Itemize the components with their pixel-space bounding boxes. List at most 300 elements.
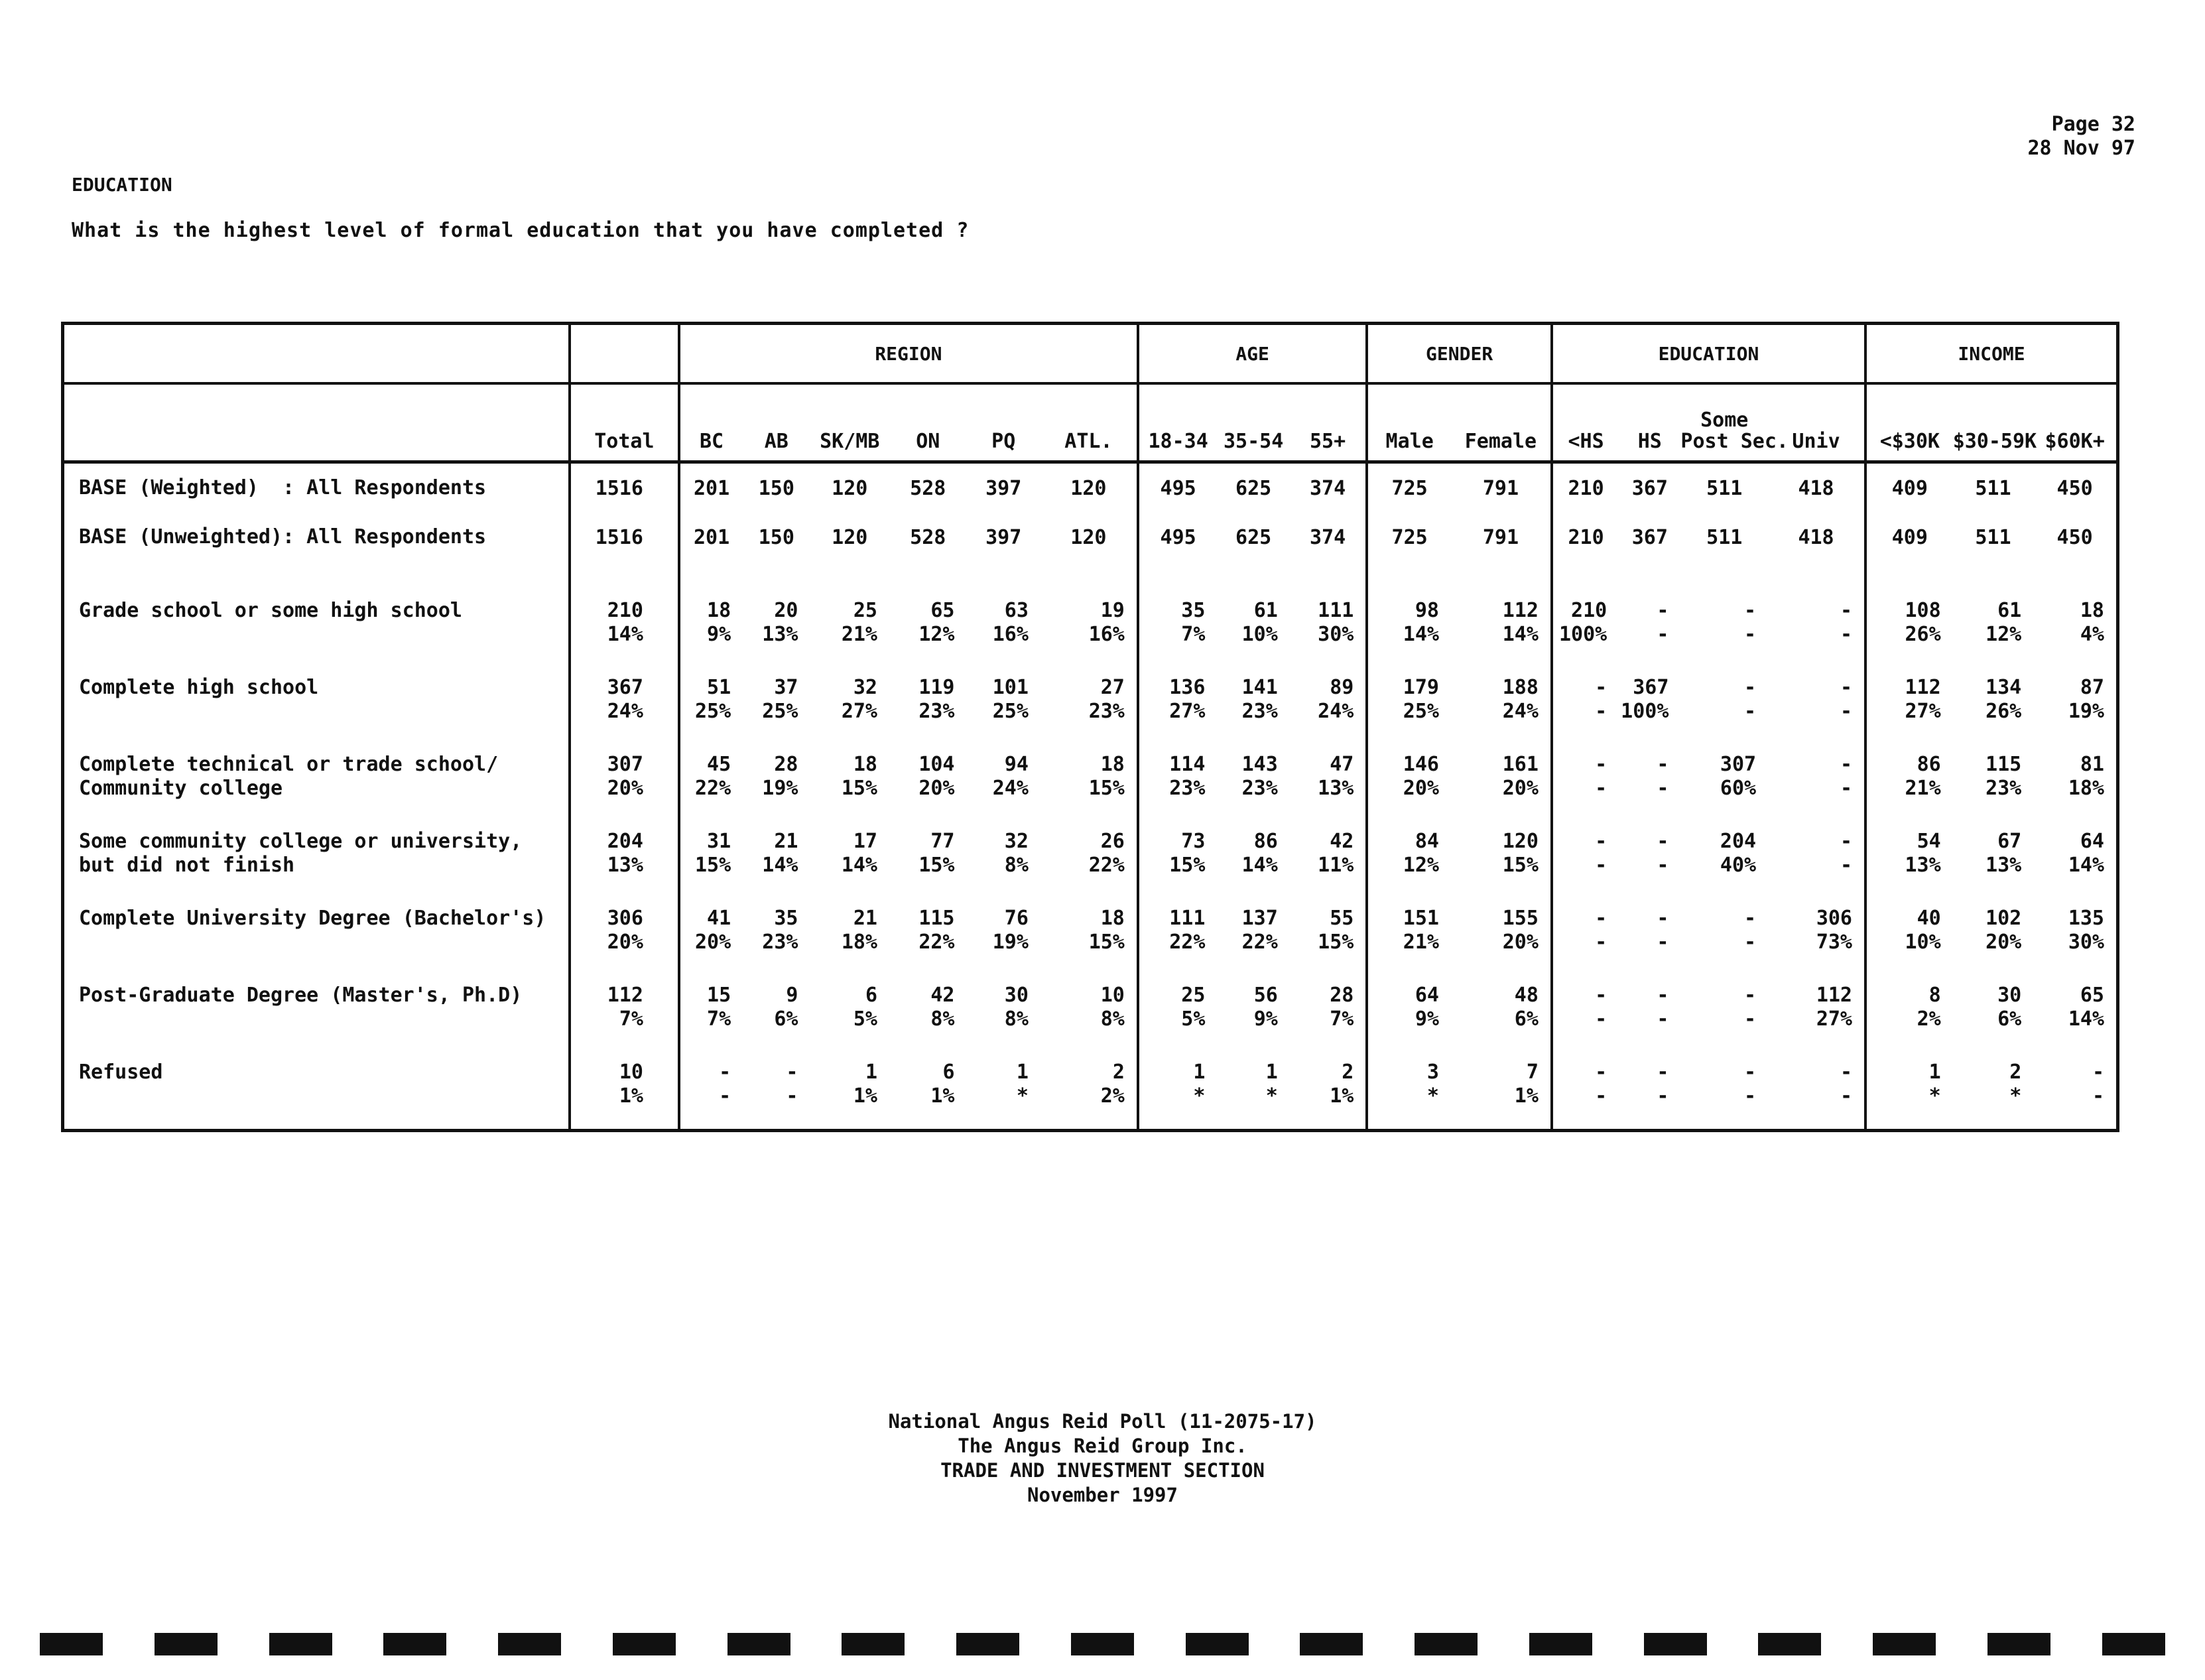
table-cell bbox=[1953, 595, 2034, 672]
table-cell bbox=[1367, 749, 1451, 826]
table-cell bbox=[1768, 826, 1865, 903]
cell-count: 112 bbox=[1502, 599, 1539, 622]
table-cell bbox=[1619, 826, 1680, 903]
table-cell bbox=[967, 595, 1040, 672]
cell-percent: 20% bbox=[607, 931, 643, 954]
edge-mark bbox=[498, 1633, 561, 1655]
cell-percent: 7% bbox=[1181, 623, 1206, 646]
row-label-line: Complete technical or trade school/ bbox=[79, 753, 499, 776]
table-row bbox=[64, 826, 2116, 903]
cell-percent: 23% bbox=[1241, 700, 1278, 723]
edge-mark bbox=[727, 1633, 790, 1655]
cell-count: 6 bbox=[865, 984, 877, 1007]
cell-count: 67 bbox=[1997, 830, 2022, 853]
cell-count: 120 bbox=[1502, 830, 1539, 853]
edge-mark bbox=[1644, 1633, 1707, 1655]
cell-percent: 14% bbox=[1502, 623, 1539, 646]
cell-count: 54 bbox=[1917, 830, 1941, 853]
table-row bbox=[64, 595, 2116, 672]
cell-count: - bbox=[1744, 907, 1757, 930]
table-cell bbox=[810, 903, 889, 980]
table-cell bbox=[889, 826, 967, 903]
cell-count: 18 bbox=[1100, 753, 1125, 776]
spacer-cell bbox=[1138, 562, 1218, 595]
table-cell bbox=[967, 826, 1040, 903]
cell-count: 98 bbox=[1415, 599, 1439, 622]
cell-count: 18 bbox=[2080, 599, 2104, 622]
cell-count: 2 bbox=[2009, 1061, 2022, 1084]
cell-percent: * bbox=[1265, 1084, 1278, 1108]
cell-percent: 100% bbox=[1558, 623, 1607, 646]
cell-count: - bbox=[1840, 676, 1852, 699]
table-cell bbox=[1040, 903, 1138, 980]
cell-percent: 20% bbox=[1403, 777, 1439, 800]
table-cell bbox=[743, 595, 810, 672]
table-cell bbox=[570, 595, 679, 672]
cell-count: 511 bbox=[1706, 525, 1743, 549]
cell-count: 35 bbox=[1181, 599, 1206, 622]
table-cell bbox=[679, 980, 743, 1057]
cell-percent: 13% bbox=[1985, 854, 2022, 877]
table-cell bbox=[679, 903, 743, 980]
table-cell bbox=[1217, 826, 1289, 903]
cell-percent: 23% bbox=[762, 931, 798, 954]
spacer-cell bbox=[1451, 562, 1552, 595]
cell-count: 146 bbox=[1403, 753, 1439, 776]
section-title: EDUCATION bbox=[72, 174, 172, 196]
cell-percent: 20% bbox=[1502, 777, 1539, 800]
table-cell bbox=[967, 749, 1040, 826]
cell-count: 450 bbox=[2056, 476, 2093, 500]
table-cell bbox=[967, 462, 1040, 513]
cell-count: 151 bbox=[1403, 907, 1439, 930]
table-cell bbox=[1367, 672, 1451, 749]
table-cell bbox=[1552, 826, 1619, 903]
footer-line: National Angus Reid Poll (11-2075-17) bbox=[888, 1410, 1317, 1433]
row-label bbox=[64, 513, 570, 562]
edge-mark bbox=[383, 1633, 446, 1655]
spacer-row bbox=[64, 562, 2116, 595]
cell-count: 791 bbox=[1482, 525, 1519, 549]
table-cell bbox=[1040, 513, 1138, 562]
cell-count: 61 bbox=[1253, 599, 1278, 622]
table-cell bbox=[1865, 903, 1953, 980]
cell-count: 409 bbox=[1891, 476, 1928, 500]
cell-percent: * bbox=[1426, 1084, 1439, 1108]
cell-percent: 22% bbox=[918, 931, 955, 954]
table-cell bbox=[1217, 749, 1289, 826]
cell-percent: - bbox=[1840, 700, 1852, 723]
cell-percent: 15% bbox=[918, 854, 955, 877]
table-cell bbox=[743, 749, 810, 826]
cell-count: 28 bbox=[1330, 984, 1354, 1007]
cell-count: 30 bbox=[1997, 984, 2022, 1007]
table-cell bbox=[1290, 462, 1367, 513]
table-cell bbox=[810, 462, 889, 513]
table-cell bbox=[1451, 826, 1552, 903]
table-cell bbox=[810, 1057, 889, 1132]
col-age-35-54: 35-54 bbox=[1217, 383, 1289, 462]
col-income-60k-plus: $60K+ bbox=[2033, 383, 2116, 462]
cell-percent: 23% bbox=[1241, 777, 1278, 800]
edge-mark bbox=[1873, 1633, 1936, 1655]
table-cell bbox=[1290, 1057, 1367, 1132]
edge-mark bbox=[1071, 1633, 1134, 1655]
cell-count: 1516 bbox=[595, 525, 643, 549]
cell-percent: 8% bbox=[1004, 1007, 1029, 1031]
cell-count: 114 bbox=[1169, 753, 1206, 776]
cell-percent: 15% bbox=[1088, 777, 1125, 800]
spacer-cell bbox=[679, 562, 743, 595]
table-cell bbox=[1680, 1057, 1768, 1132]
cell-count: 112 bbox=[1905, 676, 1941, 699]
cell-percent: 8% bbox=[1004, 854, 1029, 877]
cell-percent: 27% bbox=[1905, 700, 1941, 723]
table-cell bbox=[1619, 462, 1680, 513]
cell-percent: 12% bbox=[1403, 854, 1439, 877]
cell-count: - bbox=[1595, 830, 1607, 853]
cell-percent: 8% bbox=[1100, 1007, 1125, 1031]
cell-count: 8 bbox=[1928, 984, 1941, 1007]
cell-count: 26 bbox=[1100, 830, 1125, 853]
edge-mark bbox=[2102, 1633, 2165, 1655]
cell-count: 495 bbox=[1160, 476, 1196, 500]
cell-percent: 21% bbox=[1905, 777, 1941, 800]
table-cell bbox=[1290, 749, 1367, 826]
cell-percent: 14% bbox=[1241, 854, 1278, 877]
cell-percent: 6% bbox=[1997, 1007, 2022, 1031]
spacer-cell bbox=[1768, 562, 1865, 595]
table-cell bbox=[967, 980, 1040, 1057]
cell-percent: 8% bbox=[930, 1007, 955, 1031]
cell-count: 367 bbox=[1633, 676, 1669, 699]
table-cell bbox=[1290, 672, 1367, 749]
cell-percent: 13% bbox=[607, 854, 643, 877]
footer-line: November 1997 bbox=[1027, 1484, 1178, 1506]
cell-count: 155 bbox=[1502, 907, 1539, 930]
table-cell bbox=[2033, 595, 2116, 672]
cell-count: 1 bbox=[1016, 1061, 1029, 1084]
table-cell bbox=[810, 513, 889, 562]
cell-percent: - bbox=[1840, 854, 1852, 877]
cell-percent: 23% bbox=[1169, 777, 1206, 800]
table-cell bbox=[967, 903, 1040, 980]
cell-count: 32 bbox=[853, 676, 877, 699]
cell-percent: 15% bbox=[1318, 931, 1354, 954]
table-cell bbox=[570, 749, 679, 826]
cell-count: 201 bbox=[693, 525, 730, 549]
cell-percent: 15% bbox=[694, 854, 731, 877]
col-on: ON bbox=[889, 383, 967, 462]
cell-percent: - bbox=[1657, 1007, 1669, 1031]
table-cell bbox=[1451, 749, 1552, 826]
table-cell bbox=[1217, 672, 1289, 749]
cell-percent: 1% bbox=[619, 1084, 643, 1108]
cell-percent: 18% bbox=[2068, 777, 2104, 800]
cell-count: 210 bbox=[1568, 476, 1604, 500]
cell-percent: 26% bbox=[1905, 623, 1941, 646]
cell-percent: 11% bbox=[1318, 854, 1354, 877]
table-cell bbox=[1138, 749, 1218, 826]
table-cell bbox=[1680, 513, 1768, 562]
cell-count: 28 bbox=[774, 753, 798, 776]
cell-count: 31 bbox=[707, 830, 731, 853]
cell-percent: * bbox=[1193, 1084, 1206, 1108]
table-cell bbox=[1619, 903, 1680, 980]
cell-count: 725 bbox=[1391, 525, 1428, 549]
cell-count: 120 bbox=[1070, 525, 1107, 549]
table-cell bbox=[1138, 513, 1218, 562]
cell-percent: 15% bbox=[1502, 854, 1539, 877]
spacer-cell bbox=[1865, 562, 1953, 595]
cell-count: 136 bbox=[1169, 676, 1206, 699]
cell-percent: - bbox=[1744, 1007, 1757, 1031]
col-income-lt-30k: <$30K bbox=[1865, 383, 1953, 462]
cell-count: 1 bbox=[865, 1061, 877, 1084]
cell-count: 791 bbox=[1482, 476, 1519, 500]
row-label-line: Grade school or some high school bbox=[79, 599, 462, 622]
edge-mark bbox=[956, 1633, 1019, 1655]
spacer-cell bbox=[2033, 562, 2116, 595]
row-label bbox=[64, 749, 570, 826]
table-cell bbox=[1367, 980, 1451, 1057]
cell-count: - bbox=[719, 1061, 731, 1084]
group-header-age: AGE bbox=[1138, 325, 1367, 383]
cell-count: 87 bbox=[2080, 676, 2104, 699]
table-cell bbox=[1552, 462, 1619, 513]
table-cell bbox=[679, 462, 743, 513]
table-cell bbox=[1290, 513, 1367, 562]
cell-percent: 5% bbox=[1181, 1007, 1206, 1031]
table-cell bbox=[1953, 462, 2034, 513]
cell-count: 115 bbox=[1985, 753, 2022, 776]
cell-count: 86 bbox=[1253, 830, 1278, 853]
table-cell bbox=[1865, 595, 1953, 672]
table-cell bbox=[1451, 1057, 1552, 1132]
table-cell bbox=[1138, 672, 1218, 749]
cell-percent: 25% bbox=[1403, 700, 1439, 723]
table-cell bbox=[1680, 672, 1768, 749]
cell-count: 42 bbox=[1330, 830, 1354, 853]
table-cell bbox=[2033, 672, 2116, 749]
question-text: What is the highest level of formal education that you have completed ? bbox=[72, 219, 970, 242]
base-row bbox=[64, 513, 2116, 562]
table-cell bbox=[1552, 513, 1619, 562]
edge-mark bbox=[1987, 1633, 2050, 1655]
table-cell bbox=[810, 826, 889, 903]
cell-percent: 9% bbox=[707, 623, 731, 646]
cell-count: 112 bbox=[607, 984, 643, 1007]
spacer-cell bbox=[1552, 562, 1619, 595]
table-cell bbox=[2033, 462, 2116, 513]
row-label bbox=[64, 826, 570, 903]
cell-percent: 15% bbox=[841, 777, 877, 800]
footer-line: TRADE AND INVESTMENT SECTION bbox=[940, 1459, 1265, 1482]
cell-percent: 100% bbox=[1621, 700, 1669, 723]
cell-percent: 14% bbox=[607, 623, 643, 646]
row-label bbox=[64, 980, 570, 1057]
cell-count: 2 bbox=[1342, 1061, 1354, 1084]
cell-count: 81 bbox=[2080, 753, 2104, 776]
table-cell bbox=[743, 513, 810, 562]
table-cell bbox=[570, 1057, 679, 1132]
cell-percent: 24% bbox=[992, 777, 1029, 800]
cell-count: - bbox=[1840, 830, 1852, 853]
cell-percent: 9% bbox=[1415, 1007, 1439, 1031]
cell-count: 1516 bbox=[595, 476, 643, 500]
row-label bbox=[64, 462, 570, 513]
col-bc: BC bbox=[679, 383, 743, 462]
cell-count: 161 bbox=[1502, 753, 1539, 776]
table-row bbox=[64, 1057, 2116, 1132]
cell-count: 204 bbox=[1720, 830, 1757, 853]
cell-count: 3 bbox=[1426, 1061, 1439, 1084]
cell-count: 102 bbox=[1985, 907, 2022, 930]
cell-count: 37 bbox=[774, 676, 798, 699]
table-cell bbox=[1040, 1057, 1138, 1132]
cell-percent: 24% bbox=[1318, 700, 1354, 723]
cell-count: 307 bbox=[1720, 753, 1757, 776]
cell-count: - bbox=[1595, 1061, 1607, 1084]
col-pq: PQ bbox=[967, 383, 1040, 462]
cell-count: 25 bbox=[1181, 984, 1206, 1007]
cell-percent: 7% bbox=[707, 1007, 731, 1031]
cell-count: - bbox=[1744, 599, 1757, 622]
table-cell bbox=[1953, 672, 2034, 749]
cell-percent: 7% bbox=[619, 1007, 643, 1031]
cell-count: 188 bbox=[1502, 676, 1539, 699]
edge-mark bbox=[1300, 1633, 1363, 1655]
cell-percent: - bbox=[1744, 931, 1757, 954]
table-cell bbox=[1619, 513, 1680, 562]
table-cell bbox=[1680, 980, 1768, 1057]
cell-count: 120 bbox=[832, 476, 868, 500]
cell-percent: 14% bbox=[762, 854, 798, 877]
row-label bbox=[64, 1057, 570, 1132]
table-cell bbox=[1451, 672, 1552, 749]
table-cell bbox=[889, 672, 967, 749]
cell-percent: 14% bbox=[2068, 854, 2104, 877]
cell-count: 48 bbox=[1514, 984, 1539, 1007]
table-cell bbox=[810, 595, 889, 672]
cell-count: 10 bbox=[619, 1061, 643, 1084]
cell-count: 137 bbox=[1241, 907, 1278, 930]
table-cell bbox=[1451, 462, 1552, 513]
cell-percent: 21% bbox=[841, 623, 877, 646]
row-label-line: Community college bbox=[79, 777, 283, 800]
table-cell bbox=[967, 513, 1040, 562]
table-cell bbox=[1217, 595, 1289, 672]
cell-percent: 16% bbox=[992, 623, 1029, 646]
cell-percent: 16% bbox=[1088, 623, 1125, 646]
cell-count: 210 bbox=[1571, 599, 1607, 622]
table-cell bbox=[1680, 903, 1768, 980]
edge-mark bbox=[842, 1633, 905, 1655]
table-cell bbox=[1552, 749, 1619, 826]
col-total: Total bbox=[570, 383, 679, 462]
table-cell bbox=[1619, 980, 1680, 1057]
cell-count: 528 bbox=[910, 525, 946, 549]
cell-count: 108 bbox=[1905, 599, 1941, 622]
edge-mark bbox=[1415, 1633, 1478, 1655]
cell-count: 210 bbox=[1568, 525, 1604, 549]
cell-percent: 15% bbox=[1088, 931, 1125, 954]
table-cell bbox=[1040, 826, 1138, 903]
table-cell bbox=[1768, 672, 1865, 749]
table-cell bbox=[679, 672, 743, 749]
cell-count: 367 bbox=[1631, 476, 1668, 500]
col-age-55plus: 55+ bbox=[1290, 383, 1367, 462]
cell-count: 7 bbox=[1526, 1061, 1539, 1084]
table-cell bbox=[1138, 826, 1218, 903]
cell-percent: 22% bbox=[694, 777, 731, 800]
cell-percent: 19% bbox=[762, 777, 798, 800]
table-cell bbox=[1451, 903, 1552, 980]
table-cell bbox=[1768, 595, 1865, 672]
cell-count: 15 bbox=[707, 984, 731, 1007]
cell-count: 51 bbox=[707, 676, 731, 699]
cell-percent: 25% bbox=[694, 700, 731, 723]
row-label-line: Post-Graduate Degree (Master's, Ph.D) bbox=[79, 984, 523, 1007]
cell-count: 511 bbox=[1975, 476, 2011, 500]
cell-count: 725 bbox=[1391, 476, 1428, 500]
table-cell bbox=[679, 749, 743, 826]
cell-percent: 12% bbox=[1985, 623, 2022, 646]
cell-percent: 20% bbox=[607, 777, 643, 800]
cell-count: - bbox=[1595, 676, 1607, 699]
cell-percent: 15% bbox=[1169, 854, 1206, 877]
table-cell bbox=[743, 1057, 810, 1132]
table-cell bbox=[889, 980, 967, 1057]
cell-percent: - bbox=[1595, 931, 1607, 954]
table-cell bbox=[1619, 1057, 1680, 1132]
table-cell bbox=[1953, 1057, 2034, 1132]
table-cell bbox=[889, 749, 967, 826]
cell-count: - bbox=[1840, 599, 1852, 622]
cell-count: 18 bbox=[707, 599, 731, 622]
table-cell bbox=[1217, 1057, 1289, 1132]
cell-count: 65 bbox=[930, 599, 955, 622]
cell-percent: - bbox=[1744, 1084, 1757, 1108]
cell-percent: 13% bbox=[762, 623, 798, 646]
table-cell bbox=[1768, 749, 1865, 826]
cell-percent: 4% bbox=[2080, 623, 2104, 646]
table-cell bbox=[1138, 462, 1218, 513]
edge-mark bbox=[1186, 1633, 1249, 1655]
spacer-cell bbox=[64, 562, 570, 595]
cell-percent: - bbox=[2092, 1084, 2104, 1108]
table-cell bbox=[1040, 980, 1138, 1057]
cell-count: 306 bbox=[1816, 907, 1852, 930]
table-cell bbox=[1138, 595, 1218, 672]
table-cell bbox=[1619, 672, 1680, 749]
cell-count: 111 bbox=[1169, 907, 1206, 930]
cell-percent: 19% bbox=[992, 931, 1029, 954]
cell-percent: 1% bbox=[1514, 1084, 1539, 1108]
cell-count: 73 bbox=[1181, 830, 1206, 853]
table-cell bbox=[1040, 595, 1138, 672]
cell-count: 41 bbox=[707, 907, 731, 930]
cell-percent: - bbox=[1840, 777, 1852, 800]
table-cell bbox=[1552, 903, 1619, 980]
cell-percent: - bbox=[1657, 777, 1669, 800]
cell-percent: - bbox=[1657, 854, 1669, 877]
table-cell bbox=[1865, 462, 1953, 513]
cell-count: 450 bbox=[2056, 525, 2093, 549]
footer-line: The Angus Reid Group Inc. bbox=[958, 1435, 1247, 1457]
table-cell bbox=[1367, 903, 1451, 980]
cell-count: 511 bbox=[1975, 525, 2011, 549]
